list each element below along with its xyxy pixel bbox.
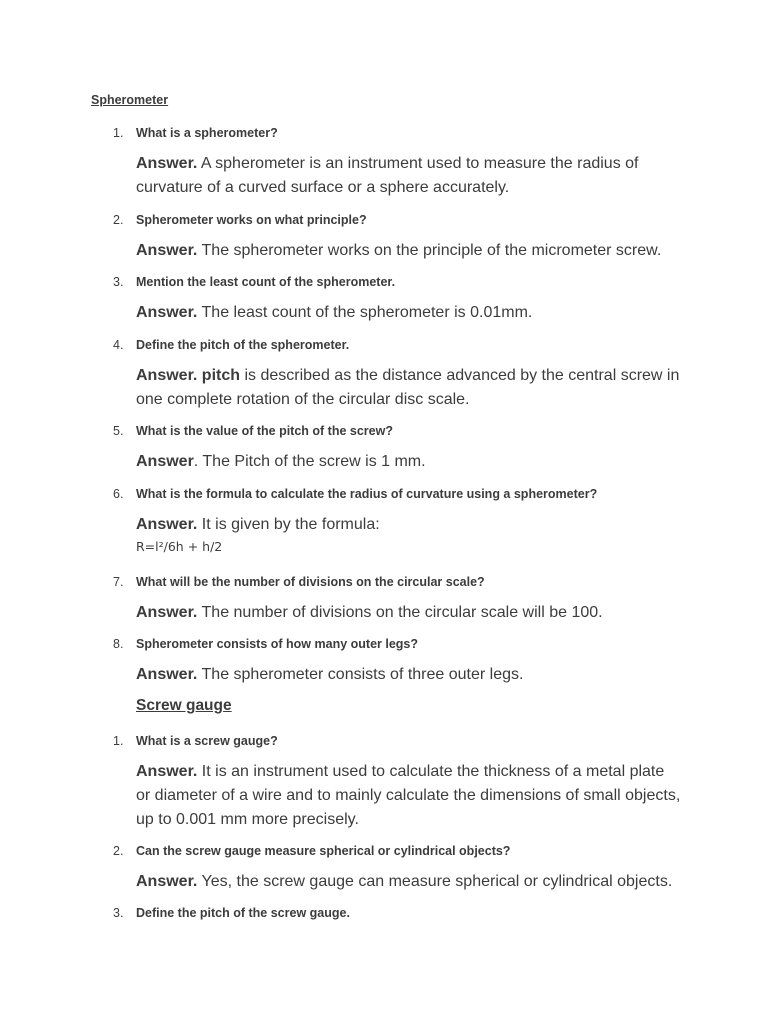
question-number: 1.: [113, 126, 124, 140]
question-text: What is the value of the pitch of the screw?: [136, 424, 393, 438]
qa-item: [0, 575, 768, 625]
section-title-spherometer: Spherometer: [91, 93, 169, 107]
question-number: 5.: [113, 424, 124, 438]
question-number: 1.: [113, 734, 124, 748]
answer-label: Answer.: [136, 873, 198, 890]
answer-text: [136, 239, 681, 263]
answer-text: [136, 601, 681, 625]
qa-item: [0, 487, 768, 554]
qa-item: [0, 275, 768, 325]
answer-label: Answer.: [136, 666, 198, 683]
answer-label: Answer.: [136, 155, 198, 172]
answer-body: It is an instrument used to calculate the thickness of a metal plate or diameter of a wire and to mainly calculate the dimensions of small objects, up to 0.001 mm more precisely.: [136, 763, 681, 828]
answer-body: The spherometer works on the principle of the micrometer screw.: [197, 242, 662, 259]
formula-text: R=l²/6h + h/2: [136, 539, 223, 554]
answer-label: Answer.: [136, 763, 198, 780]
question-text: Spherometer consists of how many outer legs?: [136, 637, 419, 651]
section-title-screw-gauge: Screw gauge: [136, 697, 232, 714]
question-text: Mention the least count of the spherometer.: [136, 275, 396, 289]
qa-item: [0, 213, 768, 263]
question-number: 7.: [113, 575, 124, 589]
question-number: 8.: [113, 637, 124, 651]
qa-item: [0, 126, 768, 200]
answer-text: [136, 301, 681, 325]
question-text: Spherometer works on what principle?: [136, 213, 367, 227]
answer-label: Answer. pitch: [136, 367, 241, 384]
question-number: 3.: [113, 906, 124, 920]
answer-text: [136, 450, 681, 474]
answer-body: It is given by the formula:: [197, 516, 380, 533]
question-number: 3.: [113, 275, 124, 289]
answer-text: [136, 513, 681, 537]
answer-body: A spherometer is an instrument used to measure the radius of curvature of a curved surface or a sphere accurately.: [136, 155, 639, 196]
answer-text: [136, 870, 681, 894]
answer-body: Yes, the screw gauge can measure spherical or cylindrical objects.: [197, 873, 673, 890]
question-number: 2.: [113, 213, 124, 227]
question-text: Define the pitch of the screw gauge.: [136, 906, 350, 920]
qa-item: [0, 637, 768, 687]
question-number: 4.: [113, 338, 124, 352]
qa-item: [0, 338, 768, 412]
answer-label: Answer.: [136, 304, 198, 321]
question-text: Can the screw gauge measure spherical or cylindrical objects?: [136, 844, 511, 858]
answer-label: Answer.: [136, 242, 198, 259]
answer-text: [136, 663, 681, 687]
question-number: 6.: [113, 487, 124, 501]
answer-body: The number of divisions on the circular scale will be 100.: [197, 604, 603, 621]
question-text: What will be the number of divisions on the circular scale?: [136, 575, 485, 589]
answer-label: Answer.: [136, 516, 198, 533]
question-text: Define the pitch of the spherometer.: [136, 338, 350, 352]
question-text: What is a screw gauge?: [136, 734, 278, 748]
answer-text: [136, 760, 681, 832]
question-text: What is the formula to calculate the radius of curvature using a spherometer?: [136, 487, 598, 501]
qa-item: [0, 734, 768, 832]
answer-label: Answer.: [136, 604, 198, 621]
qa-item: [0, 906, 768, 924]
answer-text: [136, 152, 681, 200]
qa-item: [0, 844, 768, 894]
answer-text: [136, 364, 681, 412]
question-number: 2.: [113, 844, 124, 858]
question-text: What is a spherometer?: [136, 126, 278, 140]
answer-body: is described as the distance advanced by the central screw in one complete rotation of the circular disc scale.: [136, 367, 680, 408]
answer-body: . The Pitch of the screw is 1 mm.: [193, 453, 426, 470]
answer-body: The spherometer consists of three outer legs.: [197, 666, 524, 683]
answer-body: The least count of the spherometer is 0.01mm.: [197, 304, 533, 321]
answer-label: Answer: [136, 453, 194, 470]
qa-item: [0, 424, 768, 474]
